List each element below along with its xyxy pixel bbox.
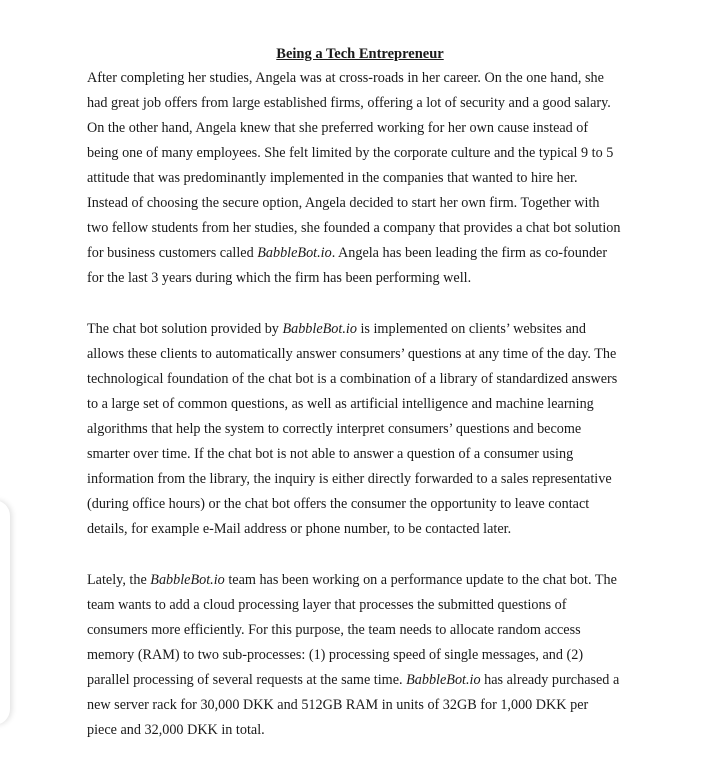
text-segment: had great job offers from large established firms, offering a lot of security and a good salary.: [87, 95, 611, 111]
text-segment: Lately, the: [87, 572, 151, 588]
company-name: BabbleBot.io: [406, 672, 481, 688]
text-line: [87, 91, 647, 116]
text-line: [87, 317, 647, 342]
text-line: [87, 342, 647, 367]
text-segment: memory (RAM) to two sub-processes: (1) processing speed of single messages, and (2): [87, 647, 584, 663]
text-segment: On the other hand, Angela knew that she preferred working for her own cause instead of: [87, 120, 589, 136]
text-line: [87, 517, 647, 542]
text-line: [87, 668, 647, 693]
text-segment: attitude that was predominantly implemented in the companies that wanted to hire her.: [87, 170, 578, 186]
text-segment: smarter over time. If the chat bot is not able to answer a question of a consumer using: [87, 446, 574, 462]
paragraph-1: [87, 66, 647, 291]
text-segment: . Angela has been leading the firm as co-founder: [331, 245, 608, 261]
text-line: [87, 392, 647, 417]
text-segment: Instead of choosing the secure option, Angela decided to start her own firm. Together with: [87, 195, 600, 211]
text-line: [87, 191, 647, 216]
text-segment: allows these clients to automatically answer consumers’ questions at any time of the day. The: [87, 346, 617, 362]
text-segment: (during office hours) or the chat bot offers the consumer the opportunity to leave contact: [87, 496, 590, 512]
company-name: BabbleBot.io: [150, 572, 225, 588]
text-line: [87, 266, 647, 291]
text-segment: two fellow students from her studies, she founded a company that provides a chat bot solution: [87, 220, 621, 236]
text-line: [87, 442, 647, 467]
text-segment: details, for example e-Mail address or phone number, to be contacted later.: [87, 521, 512, 537]
text-line: [87, 568, 647, 593]
text-line: [87, 618, 647, 643]
paragraph-3: [87, 568, 647, 743]
text-segment: The chat bot solution provided by: [87, 321, 283, 337]
text-segment: new server rack for 30,000 DKK and 512GB RAM in units of 32GB for 1,000 DKK per: [87, 697, 589, 713]
text-line: [87, 116, 647, 141]
text-line: [87, 492, 647, 517]
company-name: BabbleBot.io: [257, 245, 332, 261]
text-line: [87, 593, 647, 618]
text-segment: to a large set of common questions, as well as artificial intelligence and machine learning: [87, 396, 594, 412]
text-segment: After completing her studies, Angela was at cross-roads in her career. On the one hand, she: [87, 70, 604, 86]
text-segment: being one of many employees. She felt limited by the corporate culture and the typical 9 to 5: [87, 145, 614, 161]
text-segment: information from the library, the inquiry is either directly forwarded to a sales representative: [87, 471, 612, 487]
text-line: [87, 166, 647, 191]
text-line: [87, 417, 647, 442]
text-line: [87, 241, 647, 266]
text-segment: algorithms that help the system to correctly interpret consumers’ questions and become: [87, 421, 582, 437]
overlay-edge: [0, 500, 10, 725]
text-line: [87, 718, 647, 743]
text-segment: has already purchased a: [480, 672, 620, 688]
text-line: [87, 216, 647, 241]
text-line: [87, 467, 647, 492]
company-name: BabbleBot.io: [282, 321, 357, 337]
text-segment: for the last 3 years during which the firm has been performing well.: [87, 270, 472, 286]
paragraph-2: [87, 317, 647, 542]
text-line: [87, 367, 647, 392]
text-segment: parallel processing of several requests at the same time.: [87, 672, 407, 688]
text-line: [87, 693, 647, 718]
text-segment: is implemented on clients’ websites and: [356, 321, 586, 337]
document-title: Being a Tech Entrepreneur: [276, 46, 444, 62]
text-segment: consumers more efficiently. For this purpose, the team needs to allocate random access: [87, 622, 581, 638]
text-segment: for business customers called: [87, 245, 258, 261]
text-segment: team has been working on a performance update to the chat bot. The: [224, 572, 617, 588]
text-line: [87, 643, 647, 668]
text-segment: team wants to add a cloud processing layer that processes the submitted questions of: [87, 597, 567, 613]
text-line: [87, 141, 647, 166]
text-segment: piece and 32,000 DKK in total.: [87, 722, 265, 738]
text-segment: technological foundation of the chat bot is a combination of a library of standardized answers: [87, 371, 618, 387]
text-line: [87, 66, 647, 91]
